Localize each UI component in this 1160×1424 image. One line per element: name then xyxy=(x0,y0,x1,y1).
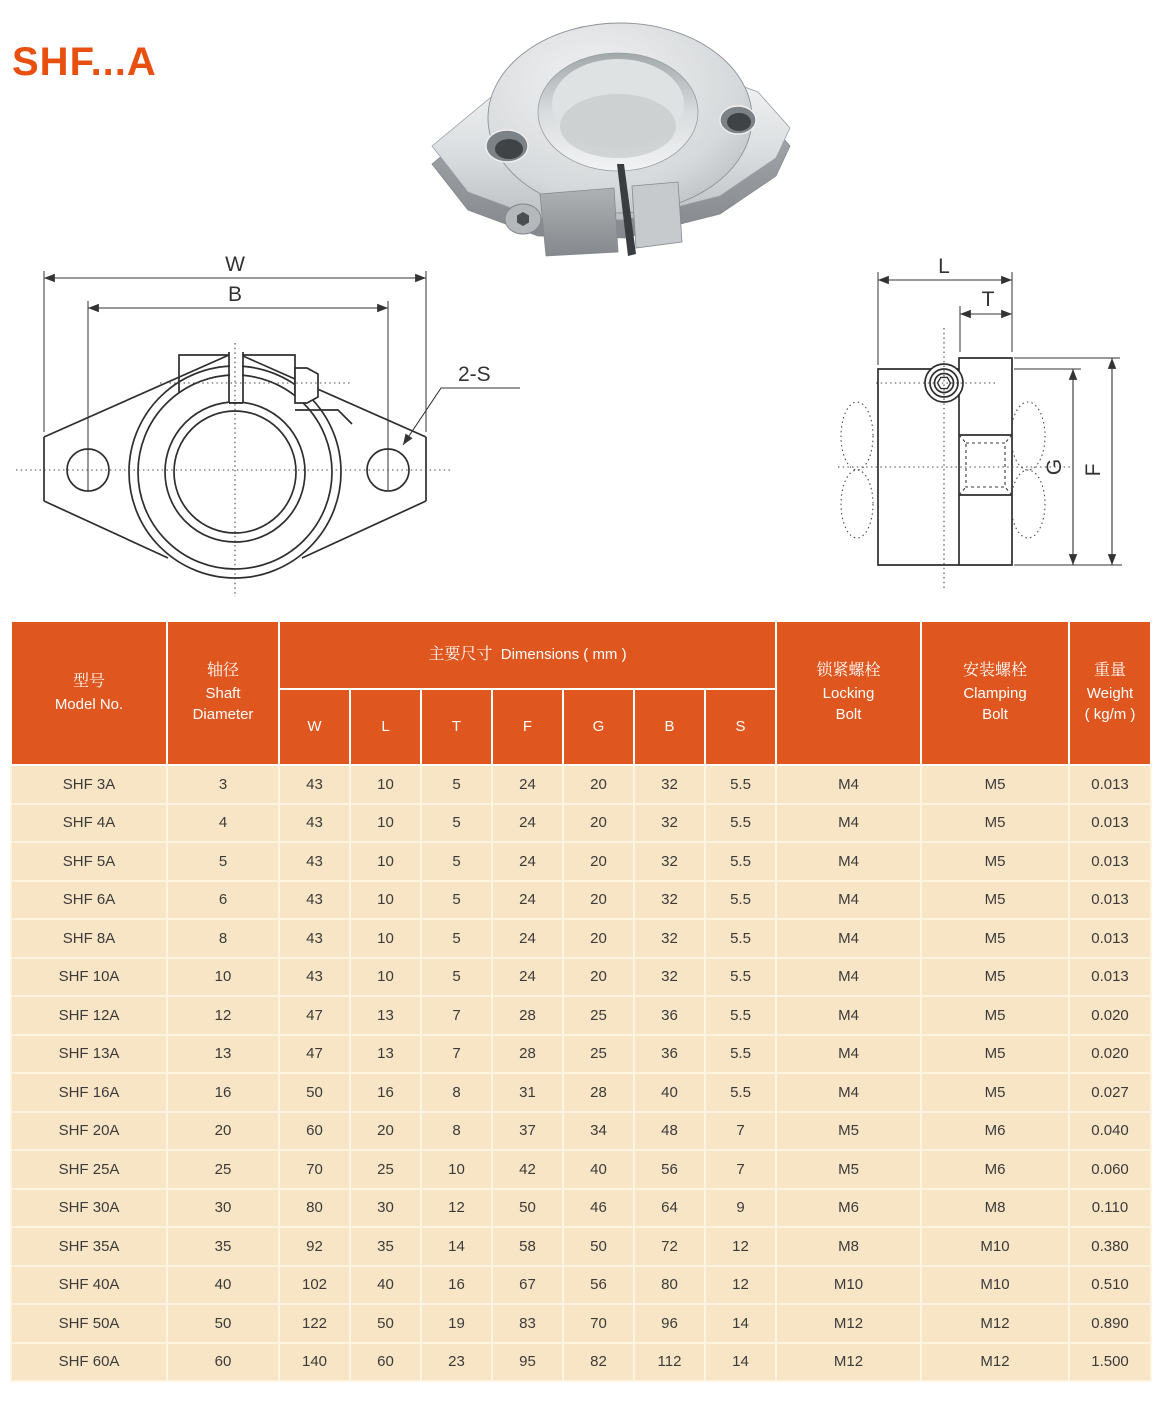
header-clamping-en2: Bolt xyxy=(982,706,1008,724)
table-row xyxy=(11,1304,1151,1343)
value-cell: 50 xyxy=(350,1304,421,1343)
table-row xyxy=(11,1073,1151,1112)
model-cell: SHF 60A xyxy=(11,1343,167,1382)
value-cell: 6 xyxy=(167,881,279,920)
header-locking-bolt xyxy=(776,621,921,765)
value-cell: 14 xyxy=(705,1343,776,1382)
value-cell: 20 xyxy=(563,804,634,843)
header-shaft-en2: Diameter xyxy=(192,706,254,724)
value-cell: 5.5 xyxy=(705,919,776,958)
phantom-lobe-left-upper xyxy=(841,402,873,470)
table-row xyxy=(11,1227,1151,1266)
table-row xyxy=(11,881,1151,920)
value-cell: 9 xyxy=(705,1189,776,1228)
value-cell: 5.5 xyxy=(705,1073,776,1112)
value-cell: M5 xyxy=(921,1035,1069,1074)
value-cell: 16 xyxy=(167,1073,279,1112)
value-cell: 25 xyxy=(563,996,634,1035)
value-cell: 10 xyxy=(350,765,421,804)
value-cell: 48 xyxy=(634,1112,705,1151)
value-cell: 20 xyxy=(563,958,634,997)
value-cell: 32 xyxy=(634,958,705,997)
value-cell: 13 xyxy=(350,996,421,1035)
value-cell: 40 xyxy=(563,1150,634,1189)
header-clamping-zh: 安装螺栓 xyxy=(963,662,1028,680)
l-extension-lines xyxy=(878,272,1012,365)
value-cell: 19 xyxy=(421,1304,492,1343)
value-cell: 32 xyxy=(634,842,705,881)
value-cell: 0.890 xyxy=(1069,1304,1151,1343)
value-cell: M4 xyxy=(776,881,921,920)
value-cell: 28 xyxy=(492,1035,563,1074)
value-cell: 5.5 xyxy=(705,1035,776,1074)
value-cell: 25 xyxy=(563,1035,634,1074)
value-cell: M4 xyxy=(776,919,921,958)
model-cell: SHF 12A xyxy=(11,996,167,1035)
value-cell: 12 xyxy=(421,1189,492,1228)
value-cell: 14 xyxy=(705,1304,776,1343)
value-cell: M4 xyxy=(776,996,921,1035)
value-cell: M5 xyxy=(921,1073,1069,1112)
value-cell: 50 xyxy=(279,1073,350,1112)
value-cell: M4 xyxy=(776,842,921,881)
value-cell: M5 xyxy=(921,842,1069,881)
value-cell: 0.020 xyxy=(1069,996,1151,1035)
value-cell: 10 xyxy=(421,1150,492,1189)
value-cell: 32 xyxy=(634,765,705,804)
table-body xyxy=(11,765,1151,1381)
value-cell: M4 xyxy=(776,1035,921,1074)
model-cell: SHF 13A xyxy=(11,1035,167,1074)
header-dim-w: W xyxy=(279,689,350,765)
value-cell: 5 xyxy=(167,842,279,881)
model-cell: SHF 20A xyxy=(11,1112,167,1151)
value-cell: 40 xyxy=(350,1266,421,1305)
value-cell: M5 xyxy=(921,881,1069,920)
front-view-drawing xyxy=(0,240,540,610)
value-cell: 40 xyxy=(634,1073,705,1112)
g-extension-lines xyxy=(1014,369,1122,565)
value-cell: 72 xyxy=(634,1227,705,1266)
bore-circle-2 xyxy=(174,411,296,533)
table-row xyxy=(11,1112,1151,1151)
header-dim-f: F xyxy=(492,689,563,765)
value-cell: M5 xyxy=(921,804,1069,843)
value-cell: 7 xyxy=(421,1035,492,1074)
value-cell: 12 xyxy=(705,1227,776,1266)
slit-mask xyxy=(230,351,242,402)
table-row xyxy=(11,765,1151,804)
value-cell: 122 xyxy=(279,1304,350,1343)
value-cell: M4 xyxy=(776,958,921,997)
value-cell: 8 xyxy=(167,919,279,958)
value-cell: 92 xyxy=(279,1227,350,1266)
value-cell: 20 xyxy=(167,1112,279,1151)
value-cell: 56 xyxy=(563,1266,634,1305)
value-cell: 42 xyxy=(492,1150,563,1189)
header-dim-t: T xyxy=(421,689,492,765)
value-cell: 24 xyxy=(492,881,563,920)
header-dim-l: L xyxy=(350,689,421,765)
spec-table xyxy=(10,620,1152,1382)
value-cell: 1.500 xyxy=(1069,1343,1151,1382)
value-cell: 10 xyxy=(350,919,421,958)
value-cell: 0.380 xyxy=(1069,1227,1151,1266)
model-cell: SHF 50A xyxy=(11,1304,167,1343)
value-cell: M12 xyxy=(921,1304,1069,1343)
value-cell: 43 xyxy=(279,842,350,881)
value-cell: 80 xyxy=(634,1266,705,1305)
model-cell: SHF 30A xyxy=(11,1189,167,1228)
t-dim-label: T xyxy=(981,288,995,311)
value-cell: 16 xyxy=(350,1073,421,1112)
value-cell: M4 xyxy=(776,765,921,804)
header-locking-en2: Bolt xyxy=(835,706,862,724)
value-cell: 5 xyxy=(421,958,492,997)
table-row xyxy=(11,1189,1151,1228)
value-cell: 16 xyxy=(421,1266,492,1305)
model-cell: SHF 10A xyxy=(11,958,167,997)
value-cell: 50 xyxy=(492,1189,563,1228)
value-cell: 5 xyxy=(421,842,492,881)
product-photo xyxy=(420,6,800,264)
value-cell: 5 xyxy=(421,919,492,958)
value-cell: 60 xyxy=(350,1343,421,1382)
value-cell: 3 xyxy=(167,765,279,804)
hole-callout-leader xyxy=(403,388,520,445)
b-dim-label: B xyxy=(227,283,243,306)
value-cell: 23 xyxy=(421,1343,492,1382)
value-cell: 13 xyxy=(350,1035,421,1074)
value-cell: M10 xyxy=(921,1227,1069,1266)
header-model-en: Model No. xyxy=(54,695,124,713)
mounting-hole-right-bore xyxy=(727,113,751,131)
side-view-drawing xyxy=(820,240,1160,610)
table-row xyxy=(11,1150,1151,1189)
value-cell: 4 xyxy=(167,804,279,843)
value-cell: M10 xyxy=(776,1266,921,1305)
header-clamping-bolt xyxy=(921,621,1069,765)
bore-shadow xyxy=(560,94,676,158)
value-cell: 43 xyxy=(279,919,350,958)
value-cell: 80 xyxy=(279,1189,350,1228)
value-cell: M5 xyxy=(921,958,1069,997)
value-cell: 34 xyxy=(563,1112,634,1151)
clamp-block-right xyxy=(632,182,682,248)
model-cell: SHF 8A xyxy=(11,919,167,958)
table-row xyxy=(11,842,1151,881)
flange-top-left-diagonal xyxy=(44,355,229,437)
header-dim-g: G xyxy=(563,689,634,765)
value-cell: 10 xyxy=(350,958,421,997)
table-row xyxy=(11,1266,1151,1305)
value-cell: 43 xyxy=(279,881,350,920)
value-cell: 32 xyxy=(634,804,705,843)
table-row xyxy=(11,1035,1151,1074)
header-dims-zh: 主要尺寸 xyxy=(428,645,493,663)
value-cell: M6 xyxy=(921,1112,1069,1151)
header-locking-en1: Locking xyxy=(822,685,875,703)
clamp-bolt-profile xyxy=(295,368,318,403)
value-cell: 140 xyxy=(279,1343,350,1382)
value-cell: 7 xyxy=(705,1150,776,1189)
value-cell: 20 xyxy=(350,1112,421,1151)
header-shaft-en1: Shaft xyxy=(205,685,241,703)
header-model-zh: 型号 xyxy=(72,672,105,690)
value-cell: 10 xyxy=(350,842,421,881)
value-cell: M12 xyxy=(776,1343,921,1382)
value-cell: 60 xyxy=(279,1112,350,1151)
value-cell: 47 xyxy=(279,996,350,1035)
value-cell: 58 xyxy=(492,1227,563,1266)
header-shaft-zh: 轴径 xyxy=(206,662,239,680)
value-cell: 8 xyxy=(421,1073,492,1112)
model-cell: SHF 5A xyxy=(11,842,167,881)
value-cell: 83 xyxy=(492,1304,563,1343)
value-cell: 5.5 xyxy=(705,842,776,881)
model-cell: SHF 3A xyxy=(11,765,167,804)
value-cell: 12 xyxy=(705,1266,776,1305)
flange-bottom-left-diagonal xyxy=(44,501,168,558)
f-dim-label: F xyxy=(1082,463,1105,477)
value-cell: 5 xyxy=(421,765,492,804)
value-cell: 96 xyxy=(634,1304,705,1343)
value-cell: 0.027 xyxy=(1069,1073,1151,1112)
value-cell: 32 xyxy=(634,919,705,958)
value-cell: 24 xyxy=(492,804,563,843)
value-cell: 31 xyxy=(492,1073,563,1112)
value-cell: M8 xyxy=(776,1227,921,1266)
value-cell: 25 xyxy=(350,1150,421,1189)
value-cell: 5 xyxy=(421,881,492,920)
value-cell: 24 xyxy=(492,958,563,997)
header-weight-zh: 重量 xyxy=(1094,662,1127,680)
flange-top-right-diagonal xyxy=(243,356,426,437)
value-cell: 60 xyxy=(167,1343,279,1382)
model-cell: SHF 40A xyxy=(11,1266,167,1305)
header-dimensions-group xyxy=(279,621,776,689)
header-dim-s: S xyxy=(705,689,776,765)
w-dim-label: W xyxy=(225,253,245,276)
value-cell: 0.110 xyxy=(1069,1189,1151,1228)
value-cell: M6 xyxy=(776,1189,921,1228)
model-cell: SHF 35A xyxy=(11,1227,167,1266)
header-weight-en: Weight xyxy=(1086,685,1134,703)
value-cell: M5 xyxy=(921,919,1069,958)
value-cell: 112 xyxy=(634,1343,705,1382)
value-cell: 30 xyxy=(167,1189,279,1228)
value-cell: 67 xyxy=(492,1266,563,1305)
model-cell: SHF 6A xyxy=(11,881,167,920)
value-cell: 0.013 xyxy=(1069,842,1151,881)
value-cell: 5.5 xyxy=(705,996,776,1035)
value-cell: 50 xyxy=(563,1227,634,1266)
table-row xyxy=(11,804,1151,843)
clamp-ear-right xyxy=(243,355,295,393)
value-cell: 10 xyxy=(167,958,279,997)
value-cell: M5 xyxy=(776,1150,921,1189)
table-row xyxy=(11,1343,1151,1382)
value-cell: M5 xyxy=(921,765,1069,804)
model-cell: SHF 4A xyxy=(11,804,167,843)
value-cell: 25 xyxy=(167,1150,279,1189)
value-cell: 35 xyxy=(167,1227,279,1266)
screw-hex-socket xyxy=(938,377,951,388)
value-cell: 20 xyxy=(563,842,634,881)
value-cell: 24 xyxy=(492,919,563,958)
value-cell: 36 xyxy=(634,1035,705,1074)
value-cell: 5.5 xyxy=(705,804,776,843)
header-model xyxy=(11,621,167,765)
value-cell: 0.013 xyxy=(1069,765,1151,804)
hole-callout-label: 2-S xyxy=(458,363,491,386)
table-row xyxy=(11,996,1151,1035)
header-clamping-en1: Clamping xyxy=(963,685,1027,703)
value-cell: 10 xyxy=(350,804,421,843)
value-cell: 0.510 xyxy=(1069,1266,1151,1305)
flange-bottom-right-diagonal xyxy=(302,501,426,558)
value-cell: 70 xyxy=(563,1304,634,1343)
mounting-hole-left-bore xyxy=(495,139,523,159)
value-cell: 20 xyxy=(563,765,634,804)
model-cell: SHF 16A xyxy=(11,1073,167,1112)
value-cell: 30 xyxy=(350,1189,421,1228)
value-cell: 28 xyxy=(492,996,563,1035)
table-row xyxy=(11,958,1151,997)
value-cell: 47 xyxy=(279,1035,350,1074)
value-cell: 56 xyxy=(634,1150,705,1189)
header-weight-unit: ( kg/m ) xyxy=(1084,706,1136,724)
value-cell: 20 xyxy=(563,881,634,920)
value-cell: 7 xyxy=(421,996,492,1035)
value-cell: 82 xyxy=(563,1343,634,1382)
table-row xyxy=(11,919,1151,958)
value-cell: 5.5 xyxy=(705,881,776,920)
value-cell: 50 xyxy=(167,1304,279,1343)
model-cell: SHF 25A xyxy=(11,1150,167,1189)
value-cell: 32 xyxy=(634,881,705,920)
value-cell: 7 xyxy=(705,1112,776,1151)
value-cell: M12 xyxy=(921,1343,1069,1382)
header-shaft-diameter xyxy=(167,621,279,765)
header-locking-zh: 锁紧螺栓 xyxy=(816,662,881,680)
value-cell: 46 xyxy=(563,1189,634,1228)
value-cell: 10 xyxy=(350,881,421,920)
value-cell: 36 xyxy=(634,996,705,1035)
clamp-ledge xyxy=(295,410,352,424)
value-cell: 5.5 xyxy=(705,765,776,804)
value-cell: 28 xyxy=(563,1073,634,1112)
value-cell: 70 xyxy=(279,1150,350,1189)
value-cell: 0.060 xyxy=(1069,1150,1151,1189)
value-cell: 0.013 xyxy=(1069,804,1151,843)
phantom-lobe-left-lower xyxy=(841,470,873,538)
value-cell: M5 xyxy=(921,996,1069,1035)
value-cell: 37 xyxy=(492,1112,563,1151)
value-cell: M5 xyxy=(776,1112,921,1151)
value-cell: 5 xyxy=(421,804,492,843)
value-cell: 40 xyxy=(167,1266,279,1305)
value-cell: 35 xyxy=(350,1227,421,1266)
value-cell: 0.040 xyxy=(1069,1112,1151,1151)
header-dims-en: Dimensions ( mm ) xyxy=(500,645,627,663)
value-cell: 43 xyxy=(279,804,350,843)
value-cell: 5.5 xyxy=(705,958,776,997)
value-cell: 13 xyxy=(167,1035,279,1074)
value-cell: 0.013 xyxy=(1069,919,1151,958)
shaft-support-photo-illustration xyxy=(420,6,800,261)
value-cell: M8 xyxy=(921,1189,1069,1228)
value-cell: M10 xyxy=(921,1266,1069,1305)
page-title: SHF...A xyxy=(12,40,157,84)
value-cell: 64 xyxy=(634,1189,705,1228)
value-cell: M4 xyxy=(776,1073,921,1112)
value-cell: M4 xyxy=(776,804,921,843)
header-weight xyxy=(1069,621,1151,765)
value-cell: 14 xyxy=(421,1227,492,1266)
table-header xyxy=(11,621,1151,765)
value-cell: M12 xyxy=(776,1304,921,1343)
value-cell: 24 xyxy=(492,765,563,804)
value-cell: 0.013 xyxy=(1069,958,1151,997)
value-cell: 20 xyxy=(563,919,634,958)
header-dim-b: B xyxy=(634,689,705,765)
phantom-lobe-right-upper xyxy=(1011,402,1045,470)
value-cell: M6 xyxy=(921,1150,1069,1189)
value-cell: 12 xyxy=(167,996,279,1035)
value-cell: 95 xyxy=(492,1343,563,1382)
value-cell: 43 xyxy=(279,765,350,804)
value-cell: 0.013 xyxy=(1069,881,1151,920)
value-cell: 8 xyxy=(421,1112,492,1151)
l-dim-label: L xyxy=(938,255,950,278)
clamp-block-left xyxy=(540,188,618,256)
value-cell: 43 xyxy=(279,958,350,997)
value-cell: 102 xyxy=(279,1266,350,1305)
g-dim-label: G xyxy=(1043,458,1066,476)
value-cell: 0.020 xyxy=(1069,1035,1151,1074)
phantom-lobe-right-lower xyxy=(1011,470,1045,538)
value-cell: 24 xyxy=(492,842,563,881)
